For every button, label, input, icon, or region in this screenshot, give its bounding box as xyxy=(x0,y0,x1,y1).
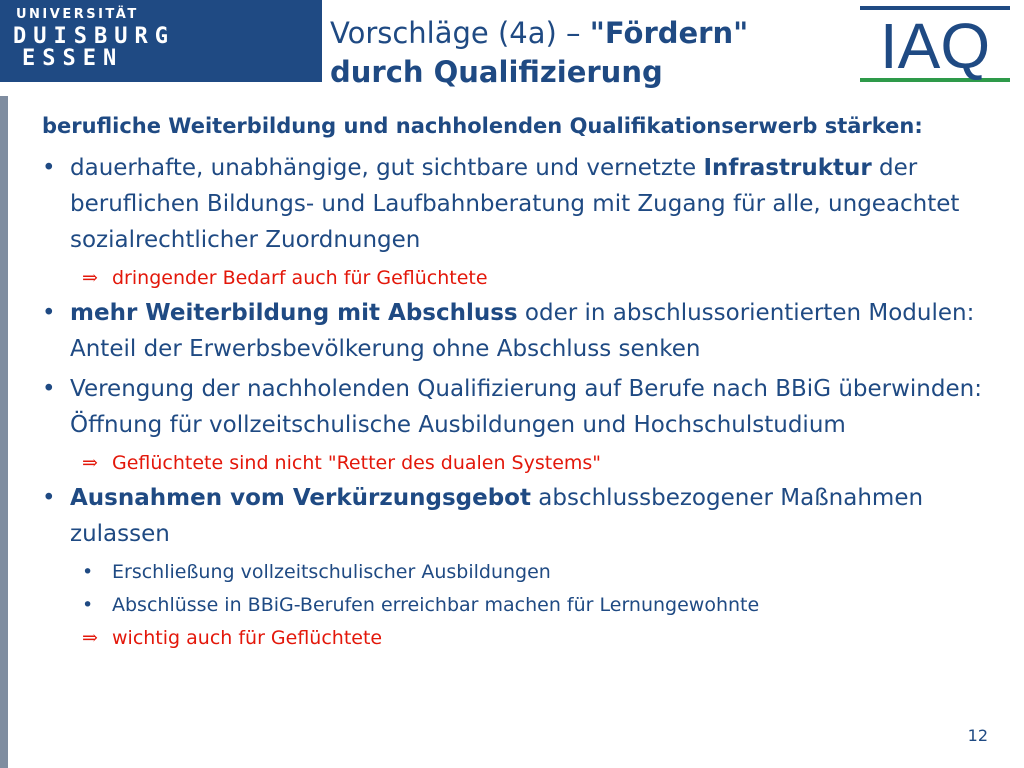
bullet-dot-icon: • xyxy=(42,485,56,511)
bullet-item-verengung: • Verengung der nachholenden Qualifizierung auf Berufe nach BBiG überwinden: Öffnung für vollzeitschulische Ausbildungen und Hochschulstudium xyxy=(42,371,1002,443)
arrow-note-retter: ⇒ Geflüchtete sind nicht "Retter des dualen Systems" xyxy=(42,447,1002,480)
title-line-2: durch Qualifizierung xyxy=(330,55,663,89)
university-logo xyxy=(0,0,322,82)
slide-content xyxy=(42,110,1002,655)
bullet-item-weiterbildung: • mehr Weiterbildung mit Abschluss oder in abschlussorientierten Modulen: Anteil der Erwerbsbevölkerung ohne Abschluss senken xyxy=(42,295,1002,367)
iaq-logo-text: IAQ xyxy=(879,10,991,82)
arrow-note-gefluechtete-bedarf: ⇒ dringender Bedarf auch für Geflüchtete xyxy=(42,262,1002,295)
bullet-dot-icon: • xyxy=(42,300,56,326)
title-line-1: Vorschläge (4a) – "Fördern" xyxy=(330,16,749,50)
sub-bullet-erschliessung: • Erschließung vollzeitschulischer Ausbildungen xyxy=(42,556,1002,589)
slide-title xyxy=(330,14,830,92)
implies-arrow-icon: ⇒ xyxy=(82,627,98,649)
implies-arrow-icon: ⇒ xyxy=(82,452,98,474)
logo-line-duisburg: DUISBURG xyxy=(13,24,175,49)
iaq-logo xyxy=(860,6,1010,82)
bullet-dot-icon: • xyxy=(42,155,56,181)
content-heading: berufliche Weiterbildung und nachholenden Qualifikationserwerb stärken: xyxy=(42,114,923,138)
bullet-item-infrastruktur: • dauerhafte, unabhängige, gut sichtbare und vernetzte Infrastruktur der beruflichen Bildungs- und Laufbahnberatung mit Zugang für alle, ungeachtet sozialrechtlicher Zuordnungen xyxy=(42,150,1002,258)
sub-bullet-dot-icon: • xyxy=(82,561,94,583)
sub-bullet-abschluesse: • Abschlüsse in BBiG-Berufen erreichbar machen für Lernungewohnte xyxy=(42,589,1002,622)
logo-line-universitaet: UNIVERSITÄT xyxy=(16,7,139,22)
left-accent-bar xyxy=(0,96,8,768)
bullet-item-ausnahmen: • Ausnahmen vom Verkürzungsgebot abschlussbezogener Maßnahmen zulassen xyxy=(42,480,1002,552)
page-number: 12 xyxy=(967,726,988,745)
sub-bullet-dot-icon: • xyxy=(82,594,94,616)
arrow-note-wichtig: ⇒ wichtig auch für Geflüchtete xyxy=(42,622,1002,655)
logo-line-essen: ESSEN xyxy=(22,46,124,71)
bullet-dot-icon: • xyxy=(42,376,56,402)
implies-arrow-icon: ⇒ xyxy=(82,267,98,289)
